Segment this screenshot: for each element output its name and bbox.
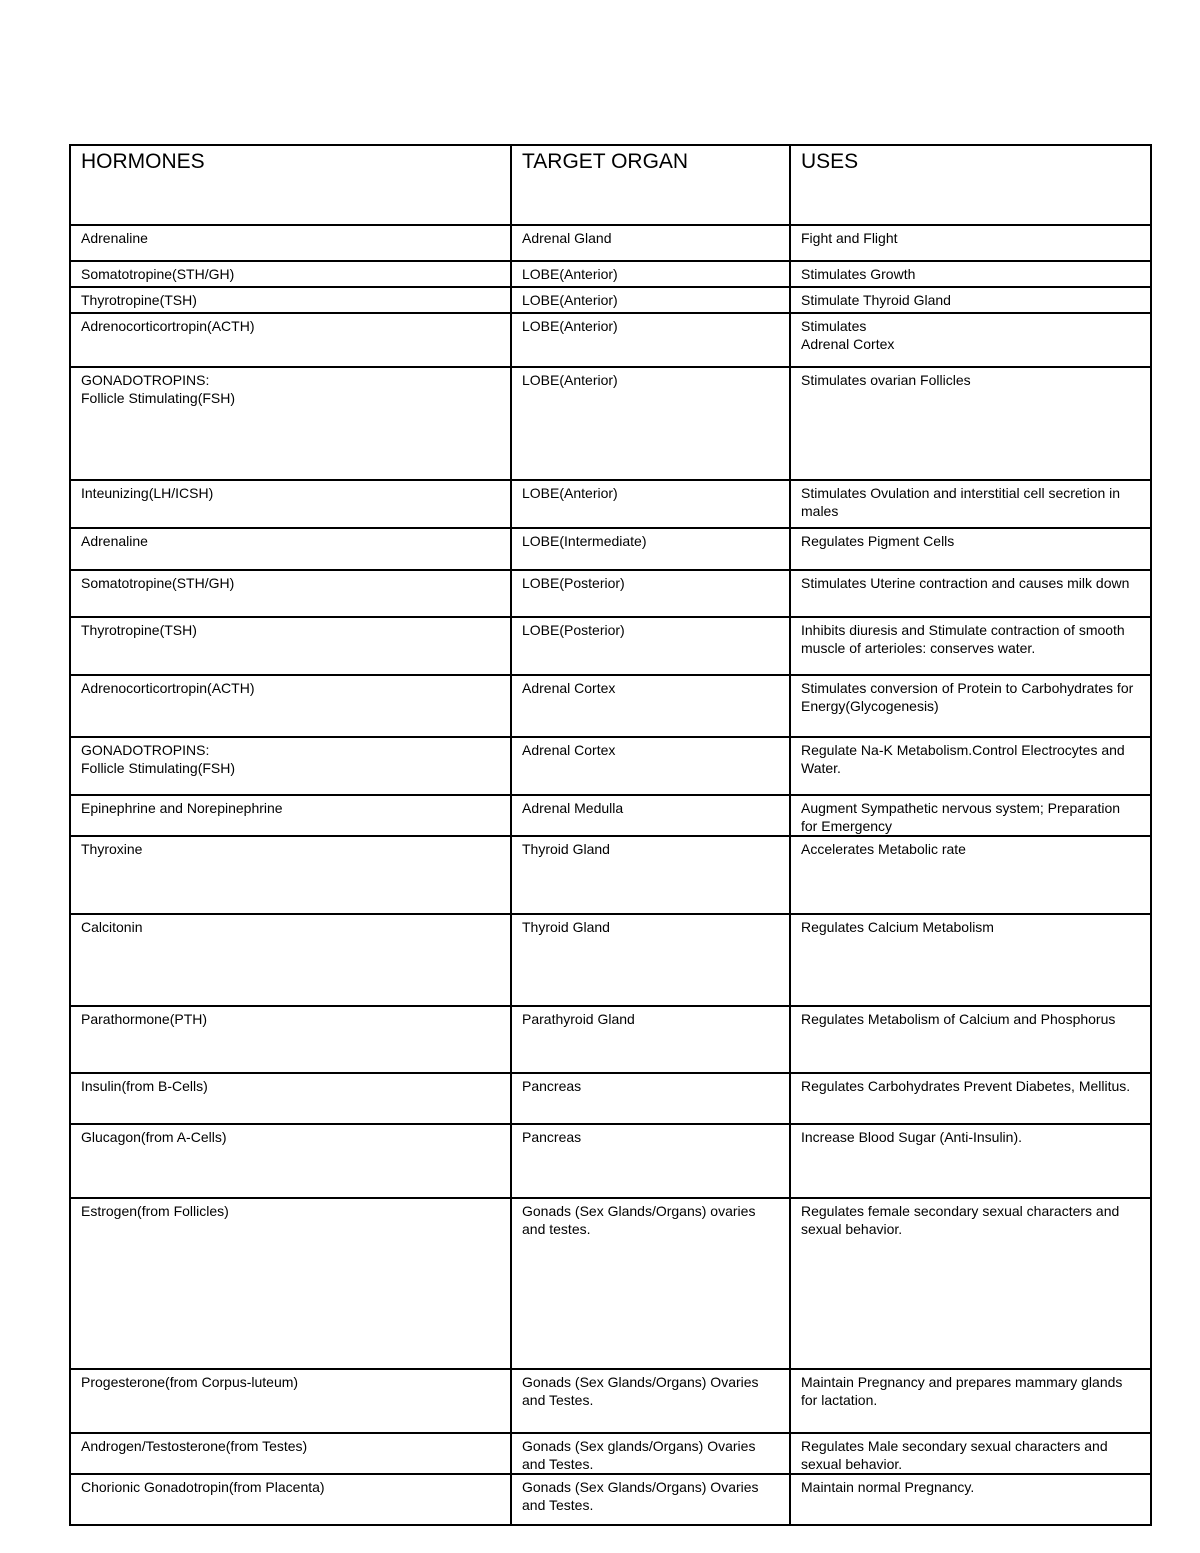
hormone-cell: Progesterone(from Corpus-luteum) [70,1369,511,1433]
uses-cell: Accelerates Metabolic rate [790,836,1151,914]
target-organ-cell: Gonads (Sex Glands/Organs) Ovaries and Testes. [511,1474,790,1525]
hormone-cell: Thyroxine [70,836,511,914]
table-row [70,1198,1151,1369]
target-organ-cell: Parathyroid Gland [511,1006,790,1073]
table-row [70,261,1151,287]
table-row [70,617,1151,675]
uses-cell: Regulates female secondary sexual characters and sexual behavior. [790,1198,1151,1369]
table-header-row [70,145,1151,225]
hormone-cell: GONADOTROPINS: Follicle Stimulating(FSH) [70,737,511,795]
hormone-cell: Parathormone(PTH) [70,1006,511,1073]
target-organ-cell: LOBE(Anterior) [511,261,790,287]
hormone-cell: Adrenocorticortropin(ACTH) [70,675,511,737]
table-row [70,570,1151,617]
target-organ-cell: Gonads (Sex Glands/Organs) ovaries and testes. [511,1198,790,1369]
table-row [70,313,1151,367]
target-organ-cell: Adrenal Gland [511,225,790,261]
uses-cell: Augment Sympathetic nervous system; Preparation for Emergency [790,795,1151,836]
hormone-cell: Inteunizing(LH/ICSH) [70,480,511,528]
target-organ-cell: LOBE(Posterior) [511,617,790,675]
uses-cell: Stimulates Ovulation and interstitial cell secretion in males [790,480,1151,528]
target-organ-cell: LOBE(Anterior) [511,480,790,528]
uses-cell: Stimulates Adrenal Cortex [790,313,1151,367]
table-row [70,287,1151,313]
table-row [70,480,1151,528]
uses-cell: Regulates Pigment Cells [790,528,1151,570]
uses-cell: Increase Blood Sugar (Anti-Insulin). [790,1124,1151,1198]
uses-cell: Stimulates Uterine contraction and causes milk down [790,570,1151,617]
target-organ-cell: Gonads (Sex glands/Organs) Ovaries and Testes. [511,1433,790,1474]
hormone-cell: Adrenaline [70,225,511,261]
hormone-cell: Adrenocorticortropin(ACTH) [70,313,511,367]
table-row [70,528,1151,570]
target-organ-cell: LOBE(Anterior) [511,313,790,367]
uses-cell: Stimulates Growth [790,261,1151,287]
table-row [70,1006,1151,1073]
uses-cell: Regulates Metabolism of Calcium and Phosphorus [790,1006,1151,1073]
target-organ-cell: LOBE(Intermediate) [511,528,790,570]
hormone-cell: Glucagon(from A-Cells) [70,1124,511,1198]
hormone-cell: Estrogen(from Follicles) [70,1198,511,1369]
target-organ-cell: LOBE(Posterior) [511,570,790,617]
table-row [70,367,1151,480]
header-uses: USES [790,145,1151,225]
hormone-cell: Adrenaline [70,528,511,570]
hormone-cell: Somatotropine(STH/GH) [70,261,511,287]
hormone-cell: GONADOTROPINS: Follicle Stimulating(FSH) [70,367,511,480]
table-row [70,675,1151,737]
hormone-cell: Epinephrine and Norepinephrine [70,795,511,836]
target-organ-cell: Adrenal Cortex [511,737,790,795]
hormones-table [69,144,1152,1526]
target-organ-cell: Pancreas [511,1073,790,1124]
uses-cell: Fight and Flight [790,225,1151,261]
table-row [70,795,1151,836]
uses-cell: Stimulates conversion of Protein to Carbohydrates for Energy(Glycogenesis) [790,675,1151,737]
table-row [70,836,1151,914]
hormone-cell: Thyrotropine(TSH) [70,287,511,313]
header-hormones: HORMONES [70,145,511,225]
target-organ-cell: Adrenal Medulla [511,795,790,836]
table-row [70,914,1151,1006]
uses-cell: Regulates Carbohydrates Prevent Diabetes, Mellitus. [790,1073,1151,1124]
table-row [70,1124,1151,1198]
uses-cell: Regulates Calcium Metabolism [790,914,1151,1006]
hormone-cell: Insulin(from B-Cells) [70,1073,511,1124]
table-row [70,1474,1151,1525]
table-row [70,737,1151,795]
hormone-cell: Thyrotropine(TSH) [70,617,511,675]
hormone-cell: Chorionic Gonadotropin(from Placenta) [70,1474,511,1525]
target-organ-cell: Thyroid Gland [511,836,790,914]
uses-cell: Regulates Male secondary sexual characters and sexual behavior. [790,1433,1151,1474]
uses-cell: Maintain normal Pregnancy. [790,1474,1151,1525]
table-row [70,225,1151,261]
target-organ-cell: Pancreas [511,1124,790,1198]
uses-cell: Regulate Na-K Metabolism.Control Electrocytes and Water. [790,737,1151,795]
target-organ-cell: Gonads (Sex Glands/Organs) Ovaries and Testes. [511,1369,790,1433]
target-organ-cell: Thyroid Gland [511,914,790,1006]
header-target-organ: TARGET ORGAN [511,145,790,225]
uses-cell: Inhibits diuresis and Stimulate contraction of smooth muscle of arterioles: conserves water. [790,617,1151,675]
uses-cell: Maintain Pregnancy and prepares mammary glands for lactation. [790,1369,1151,1433]
uses-cell: Stimulate Thyroid Gland [790,287,1151,313]
hormone-cell: Androgen/Testosterone(from Testes) [70,1433,511,1474]
hormone-cell: Somatotropine(STH/GH) [70,570,511,617]
target-organ-cell: Adrenal Cortex [511,675,790,737]
hormone-cell: Calcitonin [70,914,511,1006]
table-row [70,1433,1151,1474]
table-row [70,1073,1151,1124]
target-organ-cell: LOBE(Anterior) [511,287,790,313]
uses-cell: Stimulates ovarian Follicles [790,367,1151,480]
target-organ-cell: LOBE(Anterior) [511,367,790,480]
table-row [70,1369,1151,1433]
